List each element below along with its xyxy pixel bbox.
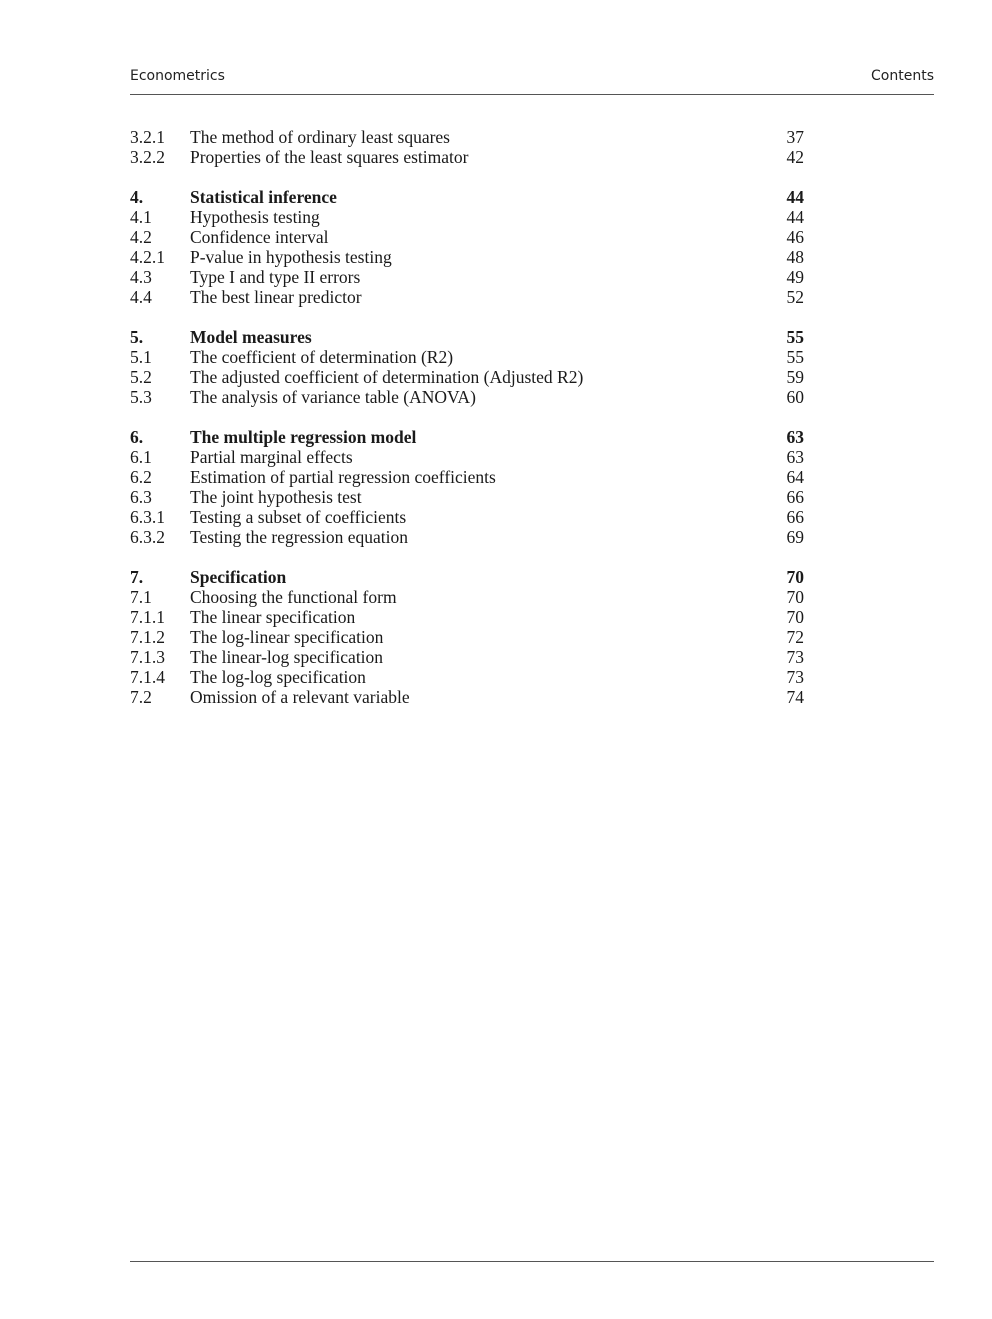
toc-entry-page: 72: [786, 627, 804, 647]
section-title: Contents: [871, 68, 934, 84]
toc-chapter-entry[interactable]: [130, 567, 804, 587]
toc-entry-page: 42: [786, 147, 804, 167]
toc-entry-page: 55: [786, 347, 804, 367]
toc-entry-page: 73: [786, 647, 804, 667]
toc-entry-page: 60: [786, 387, 804, 407]
toc-entry[interactable]: [130, 667, 804, 687]
toc-entry-title: P-value in hypothesis testing: [190, 247, 392, 267]
toc-entry-title: The linear specification: [190, 607, 356, 627]
toc-entry-number: 5.3: [130, 387, 152, 407]
toc-entry-title: The analysis of variance table (ANOVA): [190, 387, 476, 407]
toc-entry-page: 70: [786, 607, 804, 627]
toc-entry-number: 6.: [130, 427, 144, 447]
toc-entry[interactable]: [130, 487, 804, 507]
toc-entry[interactable]: [130, 467, 804, 487]
toc-chapter-entry[interactable]: [130, 327, 804, 347]
toc-entry-title: The method of ordinary least squares: [190, 127, 450, 147]
toc-entry-page: 59: [786, 367, 804, 387]
toc-entry-number: 7.1.4: [130, 667, 165, 687]
toc-entry-number: 4.: [130, 187, 144, 207]
toc-entry-title: The adjusted coefficient of determination (Adjusted R2): [190, 367, 584, 387]
toc-entry-page: 49: [786, 267, 804, 287]
toc-entry-number: 4.3: [130, 267, 152, 287]
toc-entry[interactable]: [130, 367, 804, 387]
toc-entry-title: Choosing the functional form: [190, 587, 397, 607]
toc-entry-number: 4.2: [130, 227, 152, 247]
toc-entry-number: 5.2: [130, 367, 152, 387]
toc-entry-title: The linear-log specification: [190, 647, 384, 667]
toc-entry-title: Model measures: [190, 327, 312, 347]
toc-entry-page: 73: [786, 667, 804, 687]
toc-entry-number: 4.2.1: [130, 247, 165, 267]
toc-entry-number: 7.1.2: [130, 627, 165, 647]
toc-entry-title: The joint hypothesis test: [190, 487, 362, 507]
toc-entry-number: 6.2: [130, 467, 152, 487]
toc-entry-number: 6.3.2: [130, 527, 165, 547]
toc-entry-page: 69: [786, 527, 804, 547]
book-title: Econometrics: [130, 68, 225, 84]
toc-entry-number: 6.3: [130, 487, 152, 507]
toc-entry[interactable]: [130, 287, 804, 307]
toc-entry-title: Partial marginal effects: [190, 447, 353, 467]
toc-entry-number: 5.: [130, 327, 144, 347]
toc-entry-page: 55: [786, 327, 804, 347]
toc-entry-number: 6.1: [130, 447, 152, 467]
toc-entry-number: 7.1.1: [130, 607, 165, 627]
toc-chapter-entry[interactable]: [130, 427, 804, 447]
toc-entry-number: 7.2: [130, 687, 152, 707]
toc-entry-title: Testing a subset of coefficients: [190, 507, 407, 527]
toc-entry-page: 66: [786, 487, 804, 507]
toc-entry-title: Testing the regression equation: [190, 527, 408, 547]
toc-entry-page: 46: [786, 227, 804, 247]
toc-entry-page: 66: [786, 507, 804, 527]
toc-entry-page: 70: [786, 567, 804, 587]
toc-entry-page: 44: [786, 207, 804, 227]
toc-entry-title: The coefficient of determination (R2): [190, 347, 454, 367]
toc-entry-title: The multiple regression model: [190, 427, 417, 447]
toc-entry-title: Estimation of partial regression coefficients: [190, 467, 496, 487]
toc-entry-number: 7.1.3: [130, 647, 165, 667]
toc-entry[interactable]: [130, 587, 804, 607]
toc-entry-title: Confidence interval: [190, 227, 329, 247]
toc-entry[interactable]: [130, 507, 804, 527]
toc-entry-title: Omission of a relevant variable: [190, 687, 410, 707]
toc-entry-number: 7.: [130, 567, 144, 587]
toc-entry[interactable]: [130, 227, 804, 247]
toc-entry-page: 44: [786, 187, 804, 207]
toc-entry-page: 63: [786, 427, 804, 447]
toc-entry-title: Specification: [190, 567, 287, 587]
toc-entry-number: 6.3.1: [130, 507, 165, 527]
toc-entry[interactable]: [130, 347, 804, 367]
page-header: [130, 66, 934, 88]
toc-entry-number: 4.1: [130, 207, 152, 227]
toc-entry-title: Statistical inference: [190, 187, 337, 207]
toc-entry[interactable]: [130, 607, 804, 627]
toc-entry-number: 5.1: [130, 347, 152, 367]
toc-entry-title: The log-linear specification: [190, 627, 384, 647]
toc-entry-page: 52: [786, 287, 804, 307]
toc-entry-title: The log-log specification: [190, 667, 366, 687]
toc-entry[interactable]: [130, 687, 804, 707]
toc-entry[interactable]: [130, 447, 804, 467]
toc-entry[interactable]: [130, 627, 804, 647]
toc-entry-number: 3.2.1: [130, 127, 165, 147]
toc-entry[interactable]: [130, 647, 804, 667]
toc-entry-page: 48: [786, 247, 804, 267]
toc-entry[interactable]: [130, 207, 804, 227]
toc-entry-page: 63: [786, 447, 804, 467]
toc-entry-number: 4.4: [130, 287, 152, 307]
toc-entry-title: The best linear predictor: [190, 287, 362, 307]
footer-divider: [130, 1261, 934, 1262]
toc-entry-page: 64: [786, 467, 804, 487]
toc-entry[interactable]: [130, 247, 804, 267]
header-divider: [130, 94, 934, 95]
toc-entry[interactable]: [130, 127, 804, 147]
toc-entry[interactable]: [130, 267, 804, 287]
toc-entry-title: Properties of the least squares estimator: [190, 147, 469, 167]
toc-entry[interactable]: [130, 147, 804, 167]
toc-entry-number: 7.1: [130, 587, 152, 607]
toc-entry-page: 37: [786, 127, 804, 147]
toc-entry-page: 74: [786, 687, 804, 707]
toc-entry-title: Type I and type II errors: [190, 267, 361, 287]
toc-entry-title: Hypothesis testing: [190, 207, 320, 227]
toc-entry-number: 3.2.2: [130, 147, 165, 167]
table-of-contents: [130, 127, 804, 707]
toc-entry[interactable]: [130, 387, 804, 407]
toc-entry[interactable]: [130, 527, 804, 547]
toc-chapter-entry[interactable]: [130, 187, 804, 207]
toc-entry-page: 70: [786, 587, 804, 607]
